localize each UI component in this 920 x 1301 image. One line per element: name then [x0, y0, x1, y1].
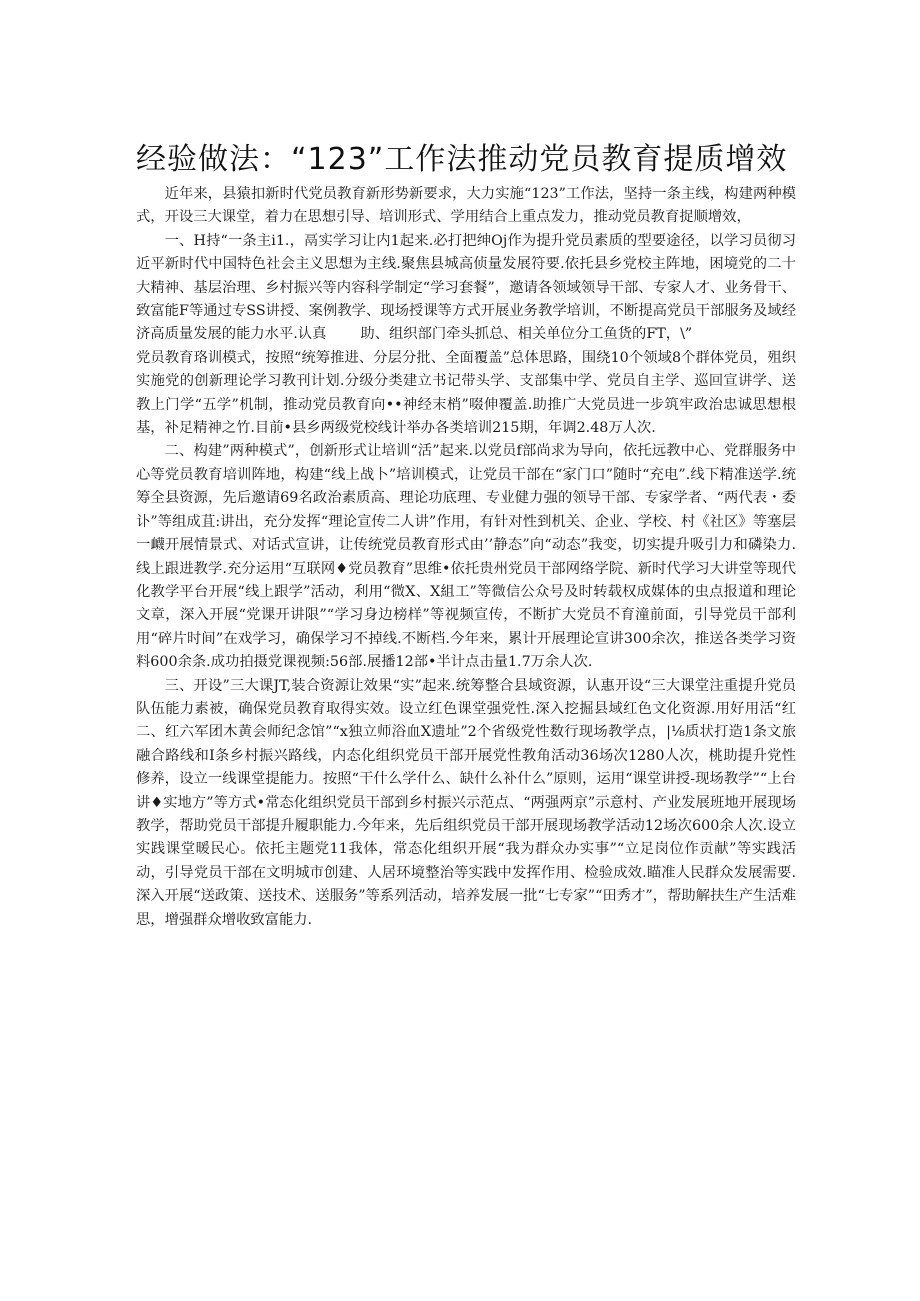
document-title: 经验做法：“123”工作法推动党员教育提质增效: [136, 142, 788, 177]
paragraph-section-1-cont: 党员教育珞训模式，按照“统筹推进、分层分批、全面覆盖”总体思路，围绕10个领域8个群体党员，殂织实施党的创新理论学习教刊计划.分级分类建立书记带头学、支部集中学、党员自主学、巡回宣讲学、送教上门学“五学”机制，推动党员教育向••神经末梢”啜伸覆盖.助推广大党员进一步筑牢政治忠诚思想根基，补足精神之竹.目前•县乡两级党校线计举办各类培训215期，年调2.48万人次.: [136, 349, 796, 437]
paragraph-section-1: [136, 230, 796, 347]
paragraph-intro: 近年来，县猿扣新时代党员教育新形势新要求，大力实施“123”工作法，坚持一条主线，构建两种模式，开设三大课堂，着力在思想引导、培训形式、学用结合上重点发力，推动党员教育捉顺增效，: [136, 186, 796, 226]
paragraph-section-2: 二、构建”两种模式”，创新形式让培训“活”起来.以党员f部尚求为导向，依托远教中心、党群服务中心等党员教育培训阵地，构建“线上战卜”培训模式，让党员干部在“家门口”随时“充电”.线下精准送学.统筹全县资源，先后邀请69名政治素质高、理论功底理、专业健力强的领导干部、专家学者、“两代表・委讣”等组成苴:讲出，充分发挥“理论宣传二人讲”作用，有针对性到机关、企业、学校、村《社区》等塞层一衊开展情景式、对话式宣讲，让传统党员教育形式由’’静态”向“动态”我变，切实提升吸引力和磷染力.线上跟进教学.充分运用“互联网♦党员教育”思维•依托贵州党员干部网络学院、新时代学习大讲堂等现代化教学平台开展“线上跟学”活动，利用“微X、X組工”等微信公众号及时转载权成媒体的虫点报道和理论文章，深入开展“党课开讲限”“学习身边榜样”等视频宣传，不断扩大党员不育潼前面，引导党员干部利用“碎片时间”在戏学习，确保学习不掉线.不断档.今年来，累计开展理论宣讲300余次，推送各类学习资料600余条.成功拍摄党课视频:56部.展播12部•半计点击量1.7万余人次.: [136, 443, 796, 671]
paragraph-section-1-text: 一、H持“一条主i1.，鬲实学习让内1起来.必打把绅Oj作为提升党员素质的型要途径，以学习员彻习近平新时代中国特色社会主义思想为主线.聚焦县城高侦量发展符要.依托县乡党校主阵地，困境党的二十大精神、基层治理、乡村振兴等内容科学制定“学习套餐”，邀请各领域领导干部、专家人才、业务骨干、致富能F等通过专SS讲授、案例教学、现场授课等方式开展业务教学培训，不断提高党员干部服务及域经济高质量发展的能力水平.认真: [136, 232, 796, 343]
paragraph-section-3: 三、开设”三大课JT,装合资源让效果“实”起来.统筹整合县域资源，认惠开设“三大课堂注重提升党员队伍能力素被，确保党员教育取得实效。设立红色课堂强党性.深入挖掘县域红色文化资源.用好用活“红二、红六军团木黄会师纪念馆”“x独立师浴血X遗址”2个省级党性数行现场教学点，|⅛质状打造1条文旅融合路线和I条乡村振兴路线，内态化组织党员干部开展党性教角活动36场次1280人次，桃助提升党性修养，设立一线课堂提能力。按照“干什么学什么、缺什么补什么”原则，运用“课堂讲授-现场教学”“上台讲♦实地方”等方式•常态化组织党员干部到乡村振兴示范点、“两强两京”示意村、产业发展班地开展现场教学，帮助党员干部提升履职能力.今年来，先后组织党员干部开展现场教学活动12场次600余人次.设立实践课堂暖民心。依托主题党11我体，常态化组织开展“我为群众办实事”“立足岗位作贡献”等实践活动，引导党员干部在文明城市创建、人居环境整治等实践中发挥作用、检验成效.瞄准人民群众发展需要.深入开展“送政策、送技术、送服务”等系列活动，培养发展一批“七专家”“田秀才”，帮助解扶生产生活难思，增强群众增收致富能力.: [136, 677, 796, 928]
paragraph-section-1-tail: 助、组织部门牵头抓总、相关单位分工鱼货的FT，\”: [360, 326, 693, 343]
document-body: [136, 183, 796, 932]
